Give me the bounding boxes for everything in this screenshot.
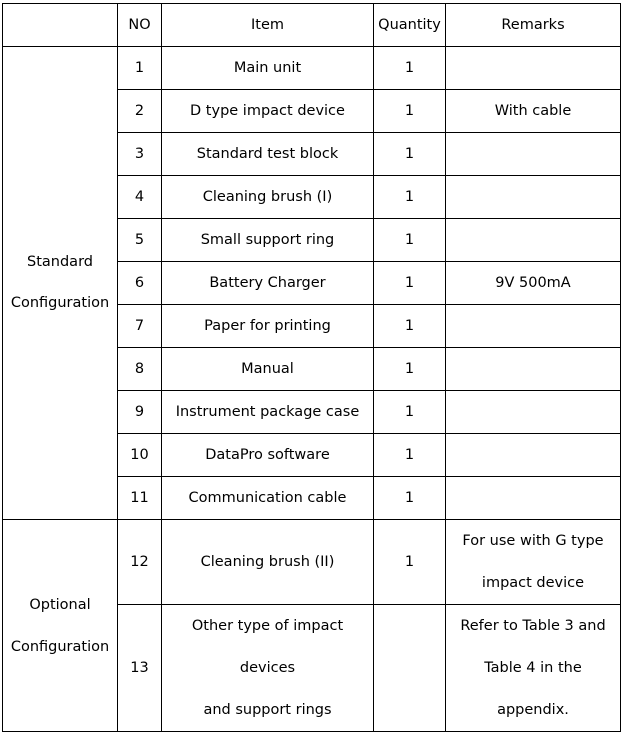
cell-no: 9 bbox=[118, 391, 162, 434]
cell-remarks-line: Table 4 in the appendix. bbox=[484, 660, 582, 718]
cell-quantity: 1 bbox=[374, 520, 446, 605]
cell-quantity: 1 bbox=[374, 434, 446, 477]
cell-item: Paper for printing bbox=[162, 305, 374, 348]
group-standard bbox=[3, 47, 118, 520]
cell-item: Standard test block bbox=[162, 133, 374, 176]
cell-item: Battery Charger bbox=[162, 262, 374, 305]
table-row bbox=[3, 520, 621, 605]
cell-item: Instrument package case bbox=[162, 391, 374, 434]
group-standard-line1: Standard bbox=[27, 254, 93, 270]
cell-remarks bbox=[446, 219, 621, 262]
cell-item-line: Other type of impact devices bbox=[191, 618, 344, 676]
group-optional-line2: Configuration bbox=[10, 638, 110, 655]
cell-item bbox=[162, 605, 374, 732]
cell-no: 10 bbox=[118, 434, 162, 477]
cell-no: 4 bbox=[118, 176, 162, 219]
cell-no: 1 bbox=[118, 47, 162, 90]
cell-remarks-line: For use with G type bbox=[462, 533, 604, 549]
header-remarks: Remarks bbox=[446, 4, 621, 47]
cell-remarks bbox=[446, 348, 621, 391]
header-group bbox=[3, 4, 118, 47]
cell-remarks bbox=[446, 176, 621, 219]
cell-no: 6 bbox=[118, 262, 162, 305]
cell-no: 3 bbox=[118, 133, 162, 176]
cell-item-line: and support rings bbox=[203, 702, 332, 718]
cell-item: Manual bbox=[162, 348, 374, 391]
cell-quantity: 1 bbox=[374, 90, 446, 133]
cell-quantity: 1 bbox=[374, 305, 446, 348]
cell-remarks-line: Refer to Table 3 and bbox=[460, 618, 606, 634]
cell-quantity: 1 bbox=[374, 176, 446, 219]
cell-no: 8 bbox=[118, 348, 162, 391]
cell-no: 12 bbox=[118, 520, 162, 605]
cell-no: 2 bbox=[118, 90, 162, 133]
cell-remarks bbox=[446, 305, 621, 348]
cell-remarks-line: impact device bbox=[481, 575, 585, 591]
cell-item: DataPro software bbox=[162, 434, 374, 477]
header-quantity: Quantity bbox=[374, 4, 446, 47]
cell-item: Cleaning brush (I) bbox=[162, 176, 374, 219]
configuration-table bbox=[2, 3, 621, 732]
cell-no: 5 bbox=[118, 219, 162, 262]
cell-item-line: Cleaning brush (II) bbox=[200, 554, 335, 570]
cell-quantity: 1 bbox=[374, 219, 446, 262]
group-optional-line1: Optional bbox=[29, 596, 91, 613]
cell-item bbox=[162, 520, 374, 605]
cell-no: 13 bbox=[118, 605, 162, 732]
cell-item: Communication cable bbox=[162, 477, 374, 520]
cell-item: D type impact device bbox=[162, 90, 374, 133]
cell-quantity: 1 bbox=[374, 348, 446, 391]
group-standard-line2: Configuration bbox=[10, 295, 110, 311]
cell-remarks bbox=[446, 434, 621, 477]
header-row bbox=[3, 4, 621, 47]
group-optional bbox=[3, 520, 118, 732]
cell-remarks bbox=[446, 477, 621, 520]
table-row bbox=[3, 47, 621, 90]
cell-quantity bbox=[374, 605, 446, 732]
cell-quantity: 1 bbox=[374, 47, 446, 90]
cell-item: Main unit bbox=[162, 47, 374, 90]
cell-quantity: 1 bbox=[374, 262, 446, 305]
cell-quantity: 1 bbox=[374, 133, 446, 176]
cell-remarks: 9V 500mA bbox=[446, 262, 621, 305]
cell-remarks bbox=[446, 391, 621, 434]
cell-quantity: 1 bbox=[374, 391, 446, 434]
header-item: Item bbox=[162, 4, 374, 47]
cell-no: 11 bbox=[118, 477, 162, 520]
cell-remarks: With cable bbox=[446, 90, 621, 133]
header-no: NO bbox=[118, 4, 162, 47]
cell-item: Small support ring bbox=[162, 219, 374, 262]
cell-remarks bbox=[446, 133, 621, 176]
cell-remarks bbox=[446, 520, 621, 605]
cell-remarks bbox=[446, 605, 621, 732]
cell-remarks bbox=[446, 47, 621, 90]
cell-no: 7 bbox=[118, 305, 162, 348]
cell-quantity: 1 bbox=[374, 477, 446, 520]
